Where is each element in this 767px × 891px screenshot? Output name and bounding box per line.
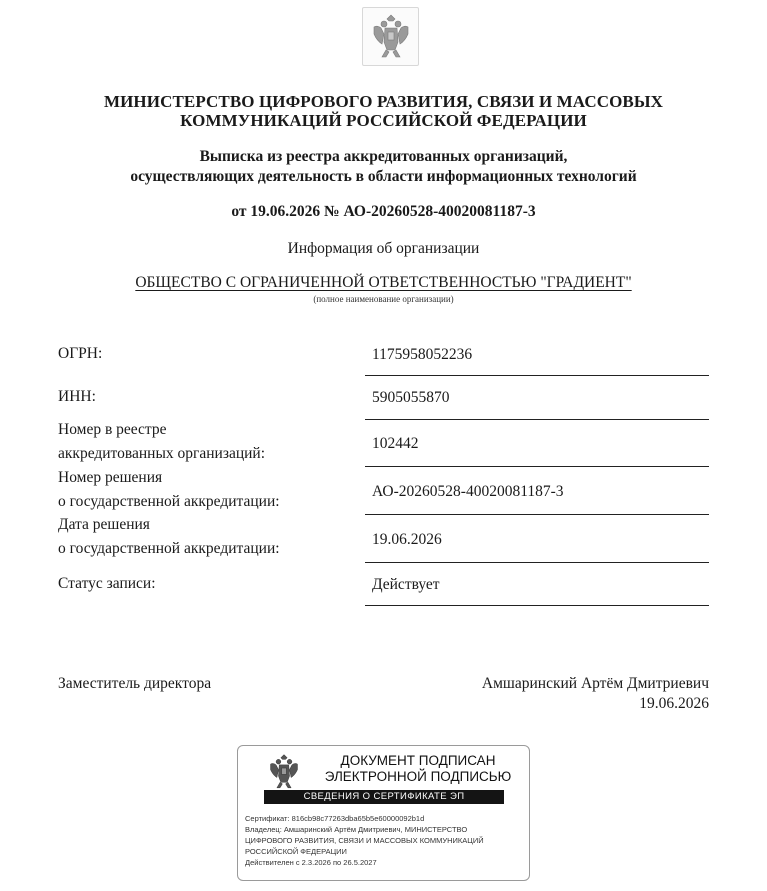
field-label-decision-number <box>58 466 280 514</box>
field-value-decision-date: 19.06.2026 <box>372 531 442 548</box>
ministry-name-line1: МИНИСТЕРСТВО ЦИФРОВОГО РАЗВИТИЯ, СВЯЗИ И МАССОВЫХ <box>103 92 664 111</box>
field-underline <box>365 562 709 563</box>
field-label-text: ИНН: <box>58 388 96 405</box>
field-label-status <box>58 572 156 596</box>
field-value-registry-number: 102442 <box>372 435 419 452</box>
stamp-certificate-details <box>245 813 527 868</box>
stamp-certificate-bar: СВЕДЕНИЯ О СЕРТИФИКАТЕ ЭП <box>264 790 504 804</box>
field-label-ogrn <box>58 342 102 366</box>
field-value-ogrn: 1175958052236 <box>372 346 473 363</box>
stamp-title-line1: ДОКУМЕНТ ПОДПИСАН <box>340 753 496 768</box>
certificate-serial: Сертификат: 816cb98c77263dba65b5e60000092b1d <box>245 814 425 823</box>
field-label-text: о государственной аккредитации: <box>58 493 280 510</box>
ministry-name <box>0 92 767 130</box>
field-label-text: Номер в реестре <box>58 421 167 438</box>
organization-name-caption: (полное наименование организации) <box>313 294 454 304</box>
coat-of-arms-emblem <box>362 7 419 66</box>
field-label-text: аккредитованных организаций: <box>58 445 266 462</box>
field-label-text: о государственной аккредитации: <box>58 540 280 557</box>
certificate-owner: Владелец: Амшаринский Артём Дмитриевич, МИНИСТЕРСТВО ЦИФРОВОГО РАЗВИТИЯ, СВЯЗИ И МАССОВЫХ КОММУНИКАЦИЙ РОССИЙСКОЙ ФЕДЕРАЦИИ <box>245 825 484 856</box>
field-underline <box>365 466 709 467</box>
stamp-title <box>318 753 518 785</box>
field-label-text: Номер решения <box>58 469 163 486</box>
field-label-text: Статус записи: <box>58 575 156 592</box>
signer-role: Заместитель директора <box>58 675 212 692</box>
electronic-signature-stamp <box>237 745 530 881</box>
signer-name: Амшаринский Артём Дмитриевич <box>481 675 709 692</box>
double-headed-eagle-icon <box>370 13 412 61</box>
field-label-text: ОГРН: <box>58 345 103 362</box>
signature-date: 19.06.2026 <box>639 695 709 712</box>
document-title-line2: осуществляющих деятельность в области информационных технологий <box>130 168 637 185</box>
field-underline <box>365 514 709 515</box>
field-label-inn <box>58 385 96 409</box>
document-title-line1: Выписка из реестра аккредитованных организаций, <box>199 148 568 165</box>
field-label-text: Дата решения <box>58 516 150 533</box>
document-title <box>0 147 767 187</box>
document-date-number: от 19.06.2026 № АО-20260528-40020081187-3 <box>231 203 536 220</box>
info-heading: Информация об организации <box>287 240 480 257</box>
field-value-status: Действует <box>372 576 440 593</box>
field-underline <box>365 419 709 420</box>
organization-name-text: ОБЩЕСТВО С ОГРАНИЧЕННОЙ ОТВЕТСТВЕННОСТЬЮ "ГРАДИЕНТ" <box>135 274 632 291</box>
field-underline <box>365 375 709 376</box>
field-underline <box>365 605 709 606</box>
field-value-decision-number: АО-20260528-40020081187-3 <box>372 483 564 500</box>
field-label-decision-date <box>58 513 280 561</box>
ministry-name-line2: КОММУНИКАЦИЙ РОССИЙСКОЙ ФЕДЕРАЦИИ <box>180 111 587 130</box>
field-value-inn: 5905055870 <box>372 389 450 406</box>
double-headed-eagle-icon <box>267 753 301 791</box>
field-label-registry-number <box>58 418 265 466</box>
organization-name <box>0 274 767 292</box>
stamp-title-line2: ЭЛЕКТРОННОЙ ПОДПИСЬЮ <box>324 769 512 784</box>
certificate-validity: Действителен с 2.3.2026 по 26.5.2027 <box>245 858 377 867</box>
